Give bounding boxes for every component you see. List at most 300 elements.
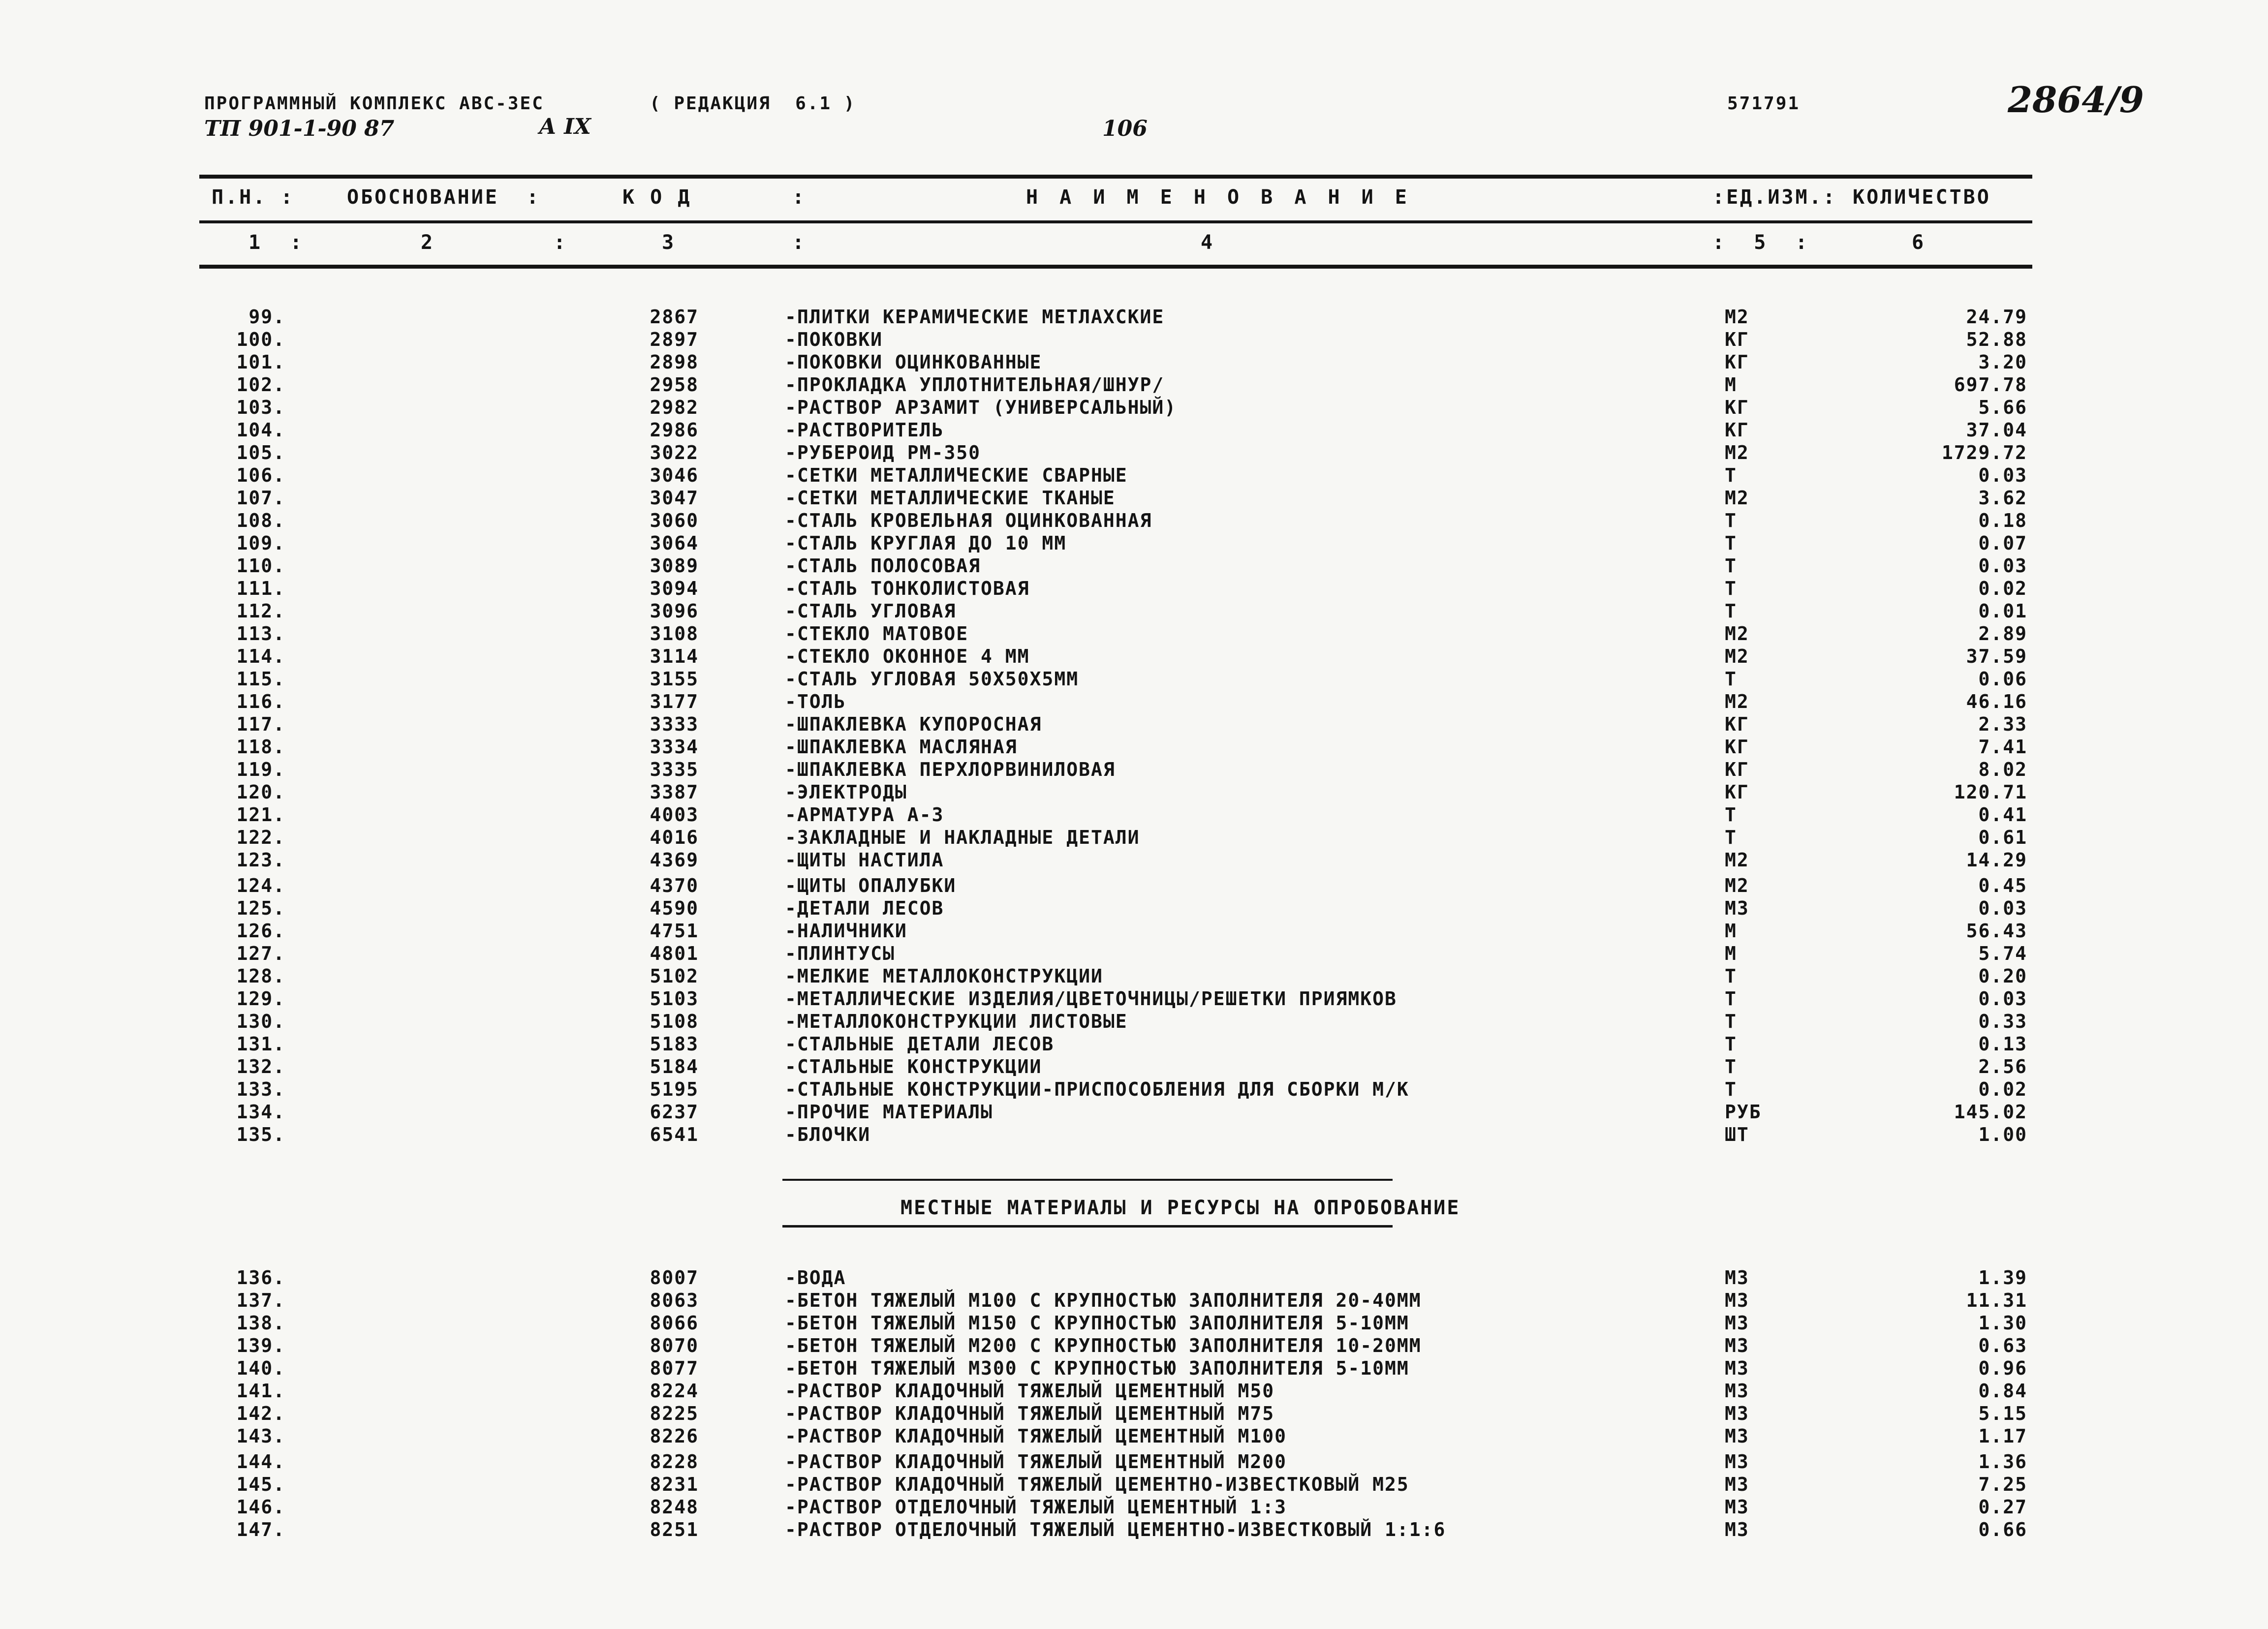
row-name: -СТАЛЬ КРУГЛАЯ ДО 10 ММ (785, 532, 1067, 554)
table-row (0, 1290, 2268, 1313)
table-row (0, 578, 2268, 601)
row-unit: М3 (1725, 1425, 1749, 1447)
row-quantity: 1.30 (1978, 1312, 2027, 1334)
row-name: -СТАЛЬ КРОВЕЛЬНАЯ ОЦИНКОВАННАЯ (785, 510, 1152, 531)
row-number: 99. (249, 306, 285, 328)
row-number: 124. (236, 875, 285, 896)
row-quantity: 1.17 (1978, 1425, 2027, 1447)
row-code: 3333 (650, 713, 699, 735)
row-name: -СТАЛЬНЫЕ КОНСТРУКЦИИ-ПРИСПОСОБЛЕНИЯ ДЛЯ СБОРКИ М/К (785, 1078, 1409, 1100)
row-number: 134. (236, 1101, 285, 1123)
row-code: 8226 (650, 1425, 699, 1447)
row-code: 5103 (650, 988, 699, 1010)
row-name: -ЩИТЫ ОПАЛУБКИ (785, 875, 957, 896)
row-code: 3177 (650, 691, 699, 712)
row-name: -ШПАКЛЕВКА КУПОРОСНАЯ (785, 713, 1042, 735)
row-quantity: 3.62 (1978, 487, 2027, 509)
row-unit: Т (1725, 668, 1737, 690)
row-code: 2982 (650, 397, 699, 418)
row-number: 125. (236, 897, 285, 919)
row-unit: КГ (1725, 397, 1749, 418)
row-quantity: 8.02 (1978, 759, 2027, 780)
row-unit: М2 (1725, 623, 1749, 645)
row-quantity: 0.96 (1978, 1357, 2027, 1379)
section-bottom-rule (782, 1225, 1393, 1228)
row-unit: М (1725, 374, 1737, 396)
row-name: -ЗАКЛАДНЫЕ И НАКЛАДНЫЕ ДЕТАЛИ (785, 827, 1140, 848)
row-number: 104. (236, 419, 285, 441)
table-row (0, 1496, 2268, 1520)
table-row (0, 1033, 2268, 1057)
row-code: 3022 (650, 442, 699, 463)
row-number: 130. (236, 1011, 285, 1032)
table-row (0, 1312, 2268, 1336)
row-quantity: 0.45 (1978, 875, 2027, 896)
table-row (0, 736, 2268, 760)
row-code: 5108 (650, 1011, 699, 1032)
table-row (0, 827, 2268, 850)
row-quantity: 14.29 (1966, 849, 2027, 871)
table-row (0, 988, 2268, 1012)
row-number: 102. (236, 374, 285, 396)
row-unit: КГ (1725, 759, 1749, 780)
row-number: 113. (236, 623, 285, 645)
row-name: -ПОКОВКИ (785, 329, 883, 350)
table-row (0, 329, 2268, 352)
row-unit: М (1725, 920, 1737, 942)
row-unit: М3 (1725, 1335, 1749, 1356)
row-unit: М3 (1725, 1312, 1749, 1334)
row-code: 3096 (650, 600, 699, 622)
col-number-sep-2: : (792, 231, 807, 254)
row-code: 3155 (650, 668, 699, 690)
header-mid-rule (199, 220, 2032, 223)
row-unit: М3 (1725, 1451, 1749, 1473)
row-unit: Т (1725, 988, 1737, 1010)
row-unit: КГ (1725, 419, 1749, 441)
col-number-2: 2 (421, 231, 435, 254)
row-unit: Т (1725, 1056, 1737, 1077)
row-name: -МЕЛКИЕ МЕТАЛЛОКОНСТРУКЦИИ (785, 965, 1103, 987)
row-unit: М (1725, 943, 1737, 964)
row-code: 2986 (650, 419, 699, 441)
row-quantity: 697.78 (1954, 374, 2027, 396)
table-row (0, 645, 2268, 669)
row-unit: М3 (1725, 1267, 1749, 1289)
row-code: 8231 (650, 1474, 699, 1495)
row-number: 118. (236, 736, 285, 758)
row-name: -БЕТОН ТЯЖЕЛЫЙ М300 С КРУПНОСТЬЮ ЗАПОЛНИТЕЛЯ 5-10ММ (785, 1357, 1409, 1379)
row-unit: КГ (1725, 781, 1749, 803)
table-row (0, 306, 2268, 330)
row-unit: М2 (1725, 442, 1749, 463)
row-code: 5195 (650, 1078, 699, 1100)
row-number: 128. (236, 965, 285, 987)
row-name: -РАСТВОР КЛАДОЧНЫЙ ТЯЖЕЛЫЙ ЦЕМЕНТНЫЙ М100 (785, 1425, 1287, 1447)
row-quantity: 145.02 (1954, 1101, 2027, 1123)
row-code: 8007 (650, 1267, 699, 1289)
row-quantity: 0.33 (1978, 1011, 2027, 1032)
row-quantity: 120.71 (1954, 781, 2027, 803)
row-code: 6541 (650, 1124, 699, 1145)
table-row (0, 1474, 2268, 1497)
row-number: 137. (236, 1290, 285, 1311)
col-header-num: П.Н. : (212, 186, 295, 209)
row-name: -СТЕКЛО ОКОННОЕ 4 ММ (785, 645, 1030, 667)
row-number: 110. (236, 555, 285, 577)
row-name: -СТАЛЬНЫЕ ДЕТАЛИ ЛЕСОВ (785, 1033, 1055, 1055)
row-unit: М3 (1725, 1290, 1749, 1311)
row-quantity: 0.02 (1978, 1078, 2027, 1100)
row-unit: М3 (1725, 1380, 1749, 1402)
row-number: 142. (236, 1403, 285, 1424)
row-name: -СТАЛЬНЫЕ КОНСТРУКЦИИ (785, 1056, 1042, 1077)
row-quantity: 2.89 (1978, 623, 2027, 645)
row-unit: Т (1725, 555, 1737, 577)
table-row (0, 1056, 2268, 1079)
col-header-qty: КОЛИЧЕСТВО (1853, 186, 1991, 209)
row-code: 5102 (650, 965, 699, 987)
row-unit: Т (1725, 1078, 1737, 1100)
project-number: ТП 901-1-90 87 (204, 116, 395, 141)
row-name: -ПРОЧИЕ МАТЕРИАЛЫ (785, 1101, 993, 1123)
table-row (0, 759, 2268, 782)
row-quantity: 0.13 (1978, 1033, 2027, 1055)
row-name: -РАСТВОР АРЗАМИТ (УНИВЕРСАЛЬНЫЙ) (785, 397, 1177, 418)
row-number: 127. (236, 943, 285, 964)
archive-stamp: 2864/9 (2008, 79, 2144, 121)
row-quantity: 3.20 (1978, 351, 2027, 373)
row-unit: Т (1725, 1011, 1737, 1032)
row-quantity: 0.03 (1978, 988, 2027, 1010)
row-unit: М2 (1725, 306, 1749, 328)
row-name: -СТАЛЬ УГЛОВАЯ (785, 600, 957, 622)
row-quantity: 0.84 (1978, 1380, 2027, 1402)
row-quantity: 0.27 (1978, 1496, 2027, 1518)
row-number: 109. (236, 532, 285, 554)
row-number: 140. (236, 1357, 285, 1379)
col-header-unit: :ЕД.ИЗМ.: (1712, 186, 1837, 209)
row-unit: Т (1725, 578, 1737, 599)
row-quantity: 1729.72 (1941, 442, 2027, 463)
table-row (0, 849, 2268, 873)
table-row (0, 1425, 2268, 1449)
album-mark: А IX (539, 114, 591, 139)
row-number: 143. (236, 1425, 285, 1447)
row-code: 8248 (650, 1496, 699, 1518)
row-name: -БЛОЧКИ (785, 1124, 871, 1145)
row-code: 8063 (650, 1290, 699, 1311)
row-number: 138. (236, 1312, 285, 1334)
row-code: 2897 (650, 329, 699, 350)
row-code: 3060 (650, 510, 699, 531)
row-number: 107. (236, 487, 285, 509)
row-code: 8077 (650, 1357, 699, 1379)
row-code: 3064 (650, 532, 699, 554)
row-code: 6237 (650, 1101, 699, 1123)
row-unit: Т (1725, 464, 1737, 486)
row-code: 4751 (650, 920, 699, 942)
row-number: 105. (236, 442, 285, 463)
table-row (0, 1078, 2268, 1102)
row-number: 121. (236, 804, 285, 826)
table-row (0, 920, 2268, 944)
row-code: 3114 (650, 645, 699, 667)
row-code: 2958 (650, 374, 699, 396)
row-quantity: 0.03 (1978, 555, 2027, 577)
row-name: -РАСТВОР КЛАДОЧНЫЙ ТЯЖЕЛЫЙ ЦЕМЕНТНЫЙ М200 (785, 1451, 1287, 1473)
row-code: 3047 (650, 487, 699, 509)
table-row (0, 1403, 2268, 1426)
table-row (0, 875, 2268, 898)
row-name: -РАСТВОР ОТДЕЛОЧНЫЙ ТЯЖЕЛЫЙ ЦЕМЕНТНО-ИЗВЕСТКОВЫЙ 1:1:6 (785, 1519, 1446, 1540)
table-row (0, 600, 2268, 624)
row-number: 106. (236, 464, 285, 486)
table-row (0, 555, 2268, 579)
row-quantity: 0.63 (1978, 1335, 2027, 1356)
row-code: 4370 (650, 875, 699, 896)
row-quantity: 7.41 (1978, 736, 2027, 758)
row-name: -СТАЛЬ ПОЛОСОВАЯ (785, 555, 981, 577)
table-row (0, 442, 2268, 465)
row-name: -СТАЛЬ ТОНКОЛИСТОВАЯ (785, 578, 1030, 599)
row-code: 5184 (650, 1056, 699, 1077)
table-row (0, 1519, 2268, 1542)
row-number: 120. (236, 781, 285, 803)
row-quantity: 0.03 (1978, 464, 2027, 486)
row-name: -ПРОКЛАДКА УПЛОТНИТЕЛЬНАЯ/ШНУР/ (785, 374, 1165, 396)
row-name: -ВОДА (785, 1267, 846, 1289)
row-quantity: 0.41 (1978, 804, 2027, 826)
row-number: 103. (236, 397, 285, 418)
row-number: 145. (236, 1474, 285, 1495)
row-unit: Т (1725, 532, 1737, 554)
row-quantity: 24.79 (1966, 306, 2027, 328)
row-code: 4369 (650, 849, 699, 871)
row-number: 116. (236, 691, 285, 712)
col-number-4: 4 (1201, 231, 1215, 254)
table-row (0, 804, 2268, 828)
row-quantity: 5.15 (1978, 1403, 2027, 1424)
row-quantity: 52.88 (1966, 329, 2027, 350)
table-row (0, 713, 2268, 737)
row-number: 141. (236, 1380, 285, 1402)
row-quantity: 7.25 (1978, 1474, 2027, 1495)
row-name: -РАСТВОР КЛАДОЧНЫЙ ТЯЖЕЛЫЙ ЦЕМЕНТНО-ИЗВЕСТКОВЫЙ М25 (785, 1474, 1409, 1495)
row-code: 4003 (650, 804, 699, 826)
row-number: 129. (236, 988, 285, 1010)
row-number: 115. (236, 668, 285, 690)
row-unit: М2 (1725, 691, 1749, 712)
row-code: 2898 (650, 351, 699, 373)
table-row (0, 1101, 2268, 1125)
row-number: 123. (236, 849, 285, 871)
row-quantity: 0.66 (1978, 1519, 2027, 1540)
table-row (0, 487, 2268, 511)
row-code: 8224 (650, 1380, 699, 1402)
row-unit: Т (1725, 1033, 1737, 1055)
col-header-name: Н А И М Е Н О В А Н И Е (1026, 186, 1412, 209)
row-quantity: 2.56 (1978, 1056, 2027, 1077)
row-number: 119. (236, 759, 285, 780)
col-number-3: 3 (662, 231, 676, 254)
row-code: 3108 (650, 623, 699, 645)
row-name: -СТЕКЛО МАТОВОЕ (785, 623, 969, 645)
row-quantity: 0.06 (1978, 668, 2027, 690)
row-name: -ДЕТАЛИ ЛЕСОВ (785, 897, 944, 919)
row-unit: М3 (1725, 1496, 1749, 1518)
edition-label: ( РЕДАКЦИЯ 6.1 ) (650, 93, 856, 114)
row-name: -ЭЛЕКТРОДЫ (785, 781, 907, 803)
row-quantity: 0.01 (1978, 600, 2027, 622)
table-row (0, 1267, 2268, 1291)
row-name: -БЕТОН ТЯЖЕЛЫЙ М100 С КРУПНОСТЬЮ ЗАПОЛНИТЕЛЯ 20-40ММ (785, 1290, 1422, 1311)
row-name: -РАСТВОР КЛАДОЧНЫЙ ТЯЖЕЛЫЙ ЦЕМЕНТНЫЙ М50 (785, 1380, 1275, 1402)
table-row (0, 397, 2268, 420)
row-code: 4590 (650, 897, 699, 919)
row-quantity: 1.36 (1978, 1451, 2027, 1473)
table-row (0, 781, 2268, 805)
row-number: 101. (236, 351, 285, 373)
row-unit: КГ (1725, 351, 1749, 373)
row-name: -БЕТОН ТЯЖЕЛЫЙ М150 С КРУПНОСТЬЮ ЗАПОЛНИТЕЛЯ 5-10ММ (785, 1312, 1409, 1334)
row-unit: М2 (1725, 645, 1749, 667)
header-bottom-rule (199, 265, 2032, 269)
row-code: 3089 (650, 555, 699, 577)
table-row (0, 897, 2268, 921)
row-name: -ТОЛЬ (785, 691, 846, 712)
col-header-sep: : (792, 186, 807, 209)
row-unit: Т (1725, 965, 1737, 987)
program-title: ПРОГРАММНЫЙ КОМПЛЕКС АВС-ЗЕС (204, 93, 544, 114)
col-number-sep-1: : (554, 231, 568, 254)
row-number: 122. (236, 827, 285, 848)
row-quantity: 5.74 (1978, 943, 2027, 964)
row-number: 100. (236, 329, 285, 350)
row-number: 147. (236, 1519, 285, 1540)
table-row (0, 532, 2268, 556)
row-quantity: 0.18 (1978, 510, 2027, 531)
row-unit: Т (1725, 510, 1737, 531)
page-number: 106 (1102, 116, 1148, 141)
row-code: 8251 (650, 1519, 699, 1540)
row-unit: РУБ (1725, 1101, 1762, 1123)
table-row (0, 623, 2268, 646)
row-unit: М3 (1725, 1519, 1749, 1540)
row-quantity: 0.02 (1978, 578, 2027, 599)
row-quantity: 2.33 (1978, 713, 2027, 735)
row-name: -ПЛИНТУСЫ (785, 943, 895, 964)
row-name: -РАСТВОР КЛАДОЧНЫЙ ТЯЖЕЛЫЙ ЦЕМЕНТНЫЙ М75 (785, 1403, 1275, 1424)
row-unit: М2 (1725, 849, 1749, 871)
row-quantity: 56.43 (1966, 920, 2027, 942)
row-name: -РАСТВОР ОТДЕЛОЧНЫЙ ТЯЖЕЛЫЙ ЦЕМЕНТНЫЙ 1:3 (785, 1496, 1287, 1518)
section-top-rule (782, 1179, 1393, 1181)
row-unit: Т (1725, 827, 1737, 848)
row-unit: М3 (1725, 897, 1749, 919)
row-unit: Т (1725, 804, 1737, 826)
row-number: 111. (236, 578, 285, 599)
row-number: 132. (236, 1056, 285, 1077)
row-unit: КГ (1725, 329, 1749, 350)
row-unit: М3 (1725, 1474, 1749, 1495)
row-unit: ШТ (1725, 1124, 1749, 1145)
row-code: 3387 (650, 781, 699, 803)
row-quantity: 37.59 (1966, 645, 2027, 667)
row-unit: М3 (1725, 1357, 1749, 1379)
table-row (0, 943, 2268, 966)
row-name: -ШПАКЛЕВКА ПЕРХЛОРВИНИЛОВАЯ (785, 759, 1116, 780)
row-unit: КГ (1725, 736, 1749, 758)
table-row (0, 1357, 2268, 1381)
table-row (0, 691, 2268, 714)
row-number: 114. (236, 645, 285, 667)
row-number: 112. (236, 600, 285, 622)
row-code: 3335 (650, 759, 699, 780)
row-number: 144. (236, 1451, 285, 1473)
table-row (0, 1011, 2268, 1034)
row-name: -СЕТКИ МЕТАЛЛИЧЕСКИЕ ТКАНЫЕ (785, 487, 1116, 509)
row-number: 146. (236, 1496, 285, 1518)
section-title: МЕСТНЫЕ МАТЕРИАЛЫ И РЕСУРСЫ НА ОПРОБОВАНИЕ (901, 1197, 1460, 1219)
row-number: 133. (236, 1078, 285, 1100)
table-row (0, 1380, 2268, 1404)
row-quantity: 0.61 (1978, 827, 2027, 848)
row-name: -АРМАТУРА А-3 (785, 804, 944, 826)
row-unit: КГ (1725, 713, 1749, 735)
row-code: 8070 (650, 1335, 699, 1356)
col-number-1: 1 : (249, 231, 304, 254)
row-quantity: 0.20 (1978, 965, 2027, 987)
col-number-6: 6 (1912, 231, 1926, 254)
table-row (0, 1124, 2268, 1147)
row-code: 4016 (650, 827, 699, 848)
row-name: -СЕТКИ МЕТАЛЛИЧЕСКИЕ СВАРНЫЕ (785, 464, 1128, 486)
table-row (0, 668, 2268, 692)
row-number: 108. (236, 510, 285, 531)
document-code: 571791 (1727, 93, 1801, 114)
row-number: 126. (236, 920, 285, 942)
row-quantity: 5.66 (1978, 397, 2027, 418)
row-code: 8228 (650, 1451, 699, 1473)
row-number: 136. (236, 1267, 285, 1289)
table-row (0, 351, 2268, 375)
header-top-rule (199, 175, 2032, 179)
row-name: -БЕТОН ТЯЖЕЛЫЙ М200 С КРУПНОСТЬЮ ЗАПОЛНИТЕЛЯ 10-20ММ (785, 1335, 1422, 1356)
col-header-basis: ОБОСНОВАНИЕ : (347, 186, 541, 209)
row-name: -НАЛИЧНИКИ (785, 920, 907, 942)
row-name: -СТАЛЬ УГЛОВАЯ 50Х50Х5ММ (785, 668, 1079, 690)
row-number: 139. (236, 1335, 285, 1356)
row-code: 5183 (650, 1033, 699, 1055)
row-code: 3094 (650, 578, 699, 599)
row-unit: М3 (1725, 1403, 1749, 1424)
row-quantity: 37.04 (1966, 419, 2027, 441)
row-number: 117. (236, 713, 285, 735)
row-code: 8066 (650, 1312, 699, 1334)
row-number: 135. (236, 1124, 285, 1145)
table-row (0, 1451, 2268, 1475)
col-number-5: : 5 : (1712, 231, 1809, 254)
row-name: -МЕТАЛЛОКОНСТРУКЦИИ ЛИСТОВЫЕ (785, 1011, 1128, 1032)
row-quantity: 11.31 (1966, 1290, 2027, 1311)
row-quantity: 0.07 (1978, 532, 2027, 554)
row-name: -ШПАКЛЕВКА МАСЛЯНАЯ (785, 736, 1018, 758)
row-code: 3046 (650, 464, 699, 486)
row-quantity: 46.16 (1966, 691, 2027, 712)
row-quantity: 1.39 (1978, 1267, 2027, 1289)
row-unit: М2 (1725, 875, 1749, 896)
